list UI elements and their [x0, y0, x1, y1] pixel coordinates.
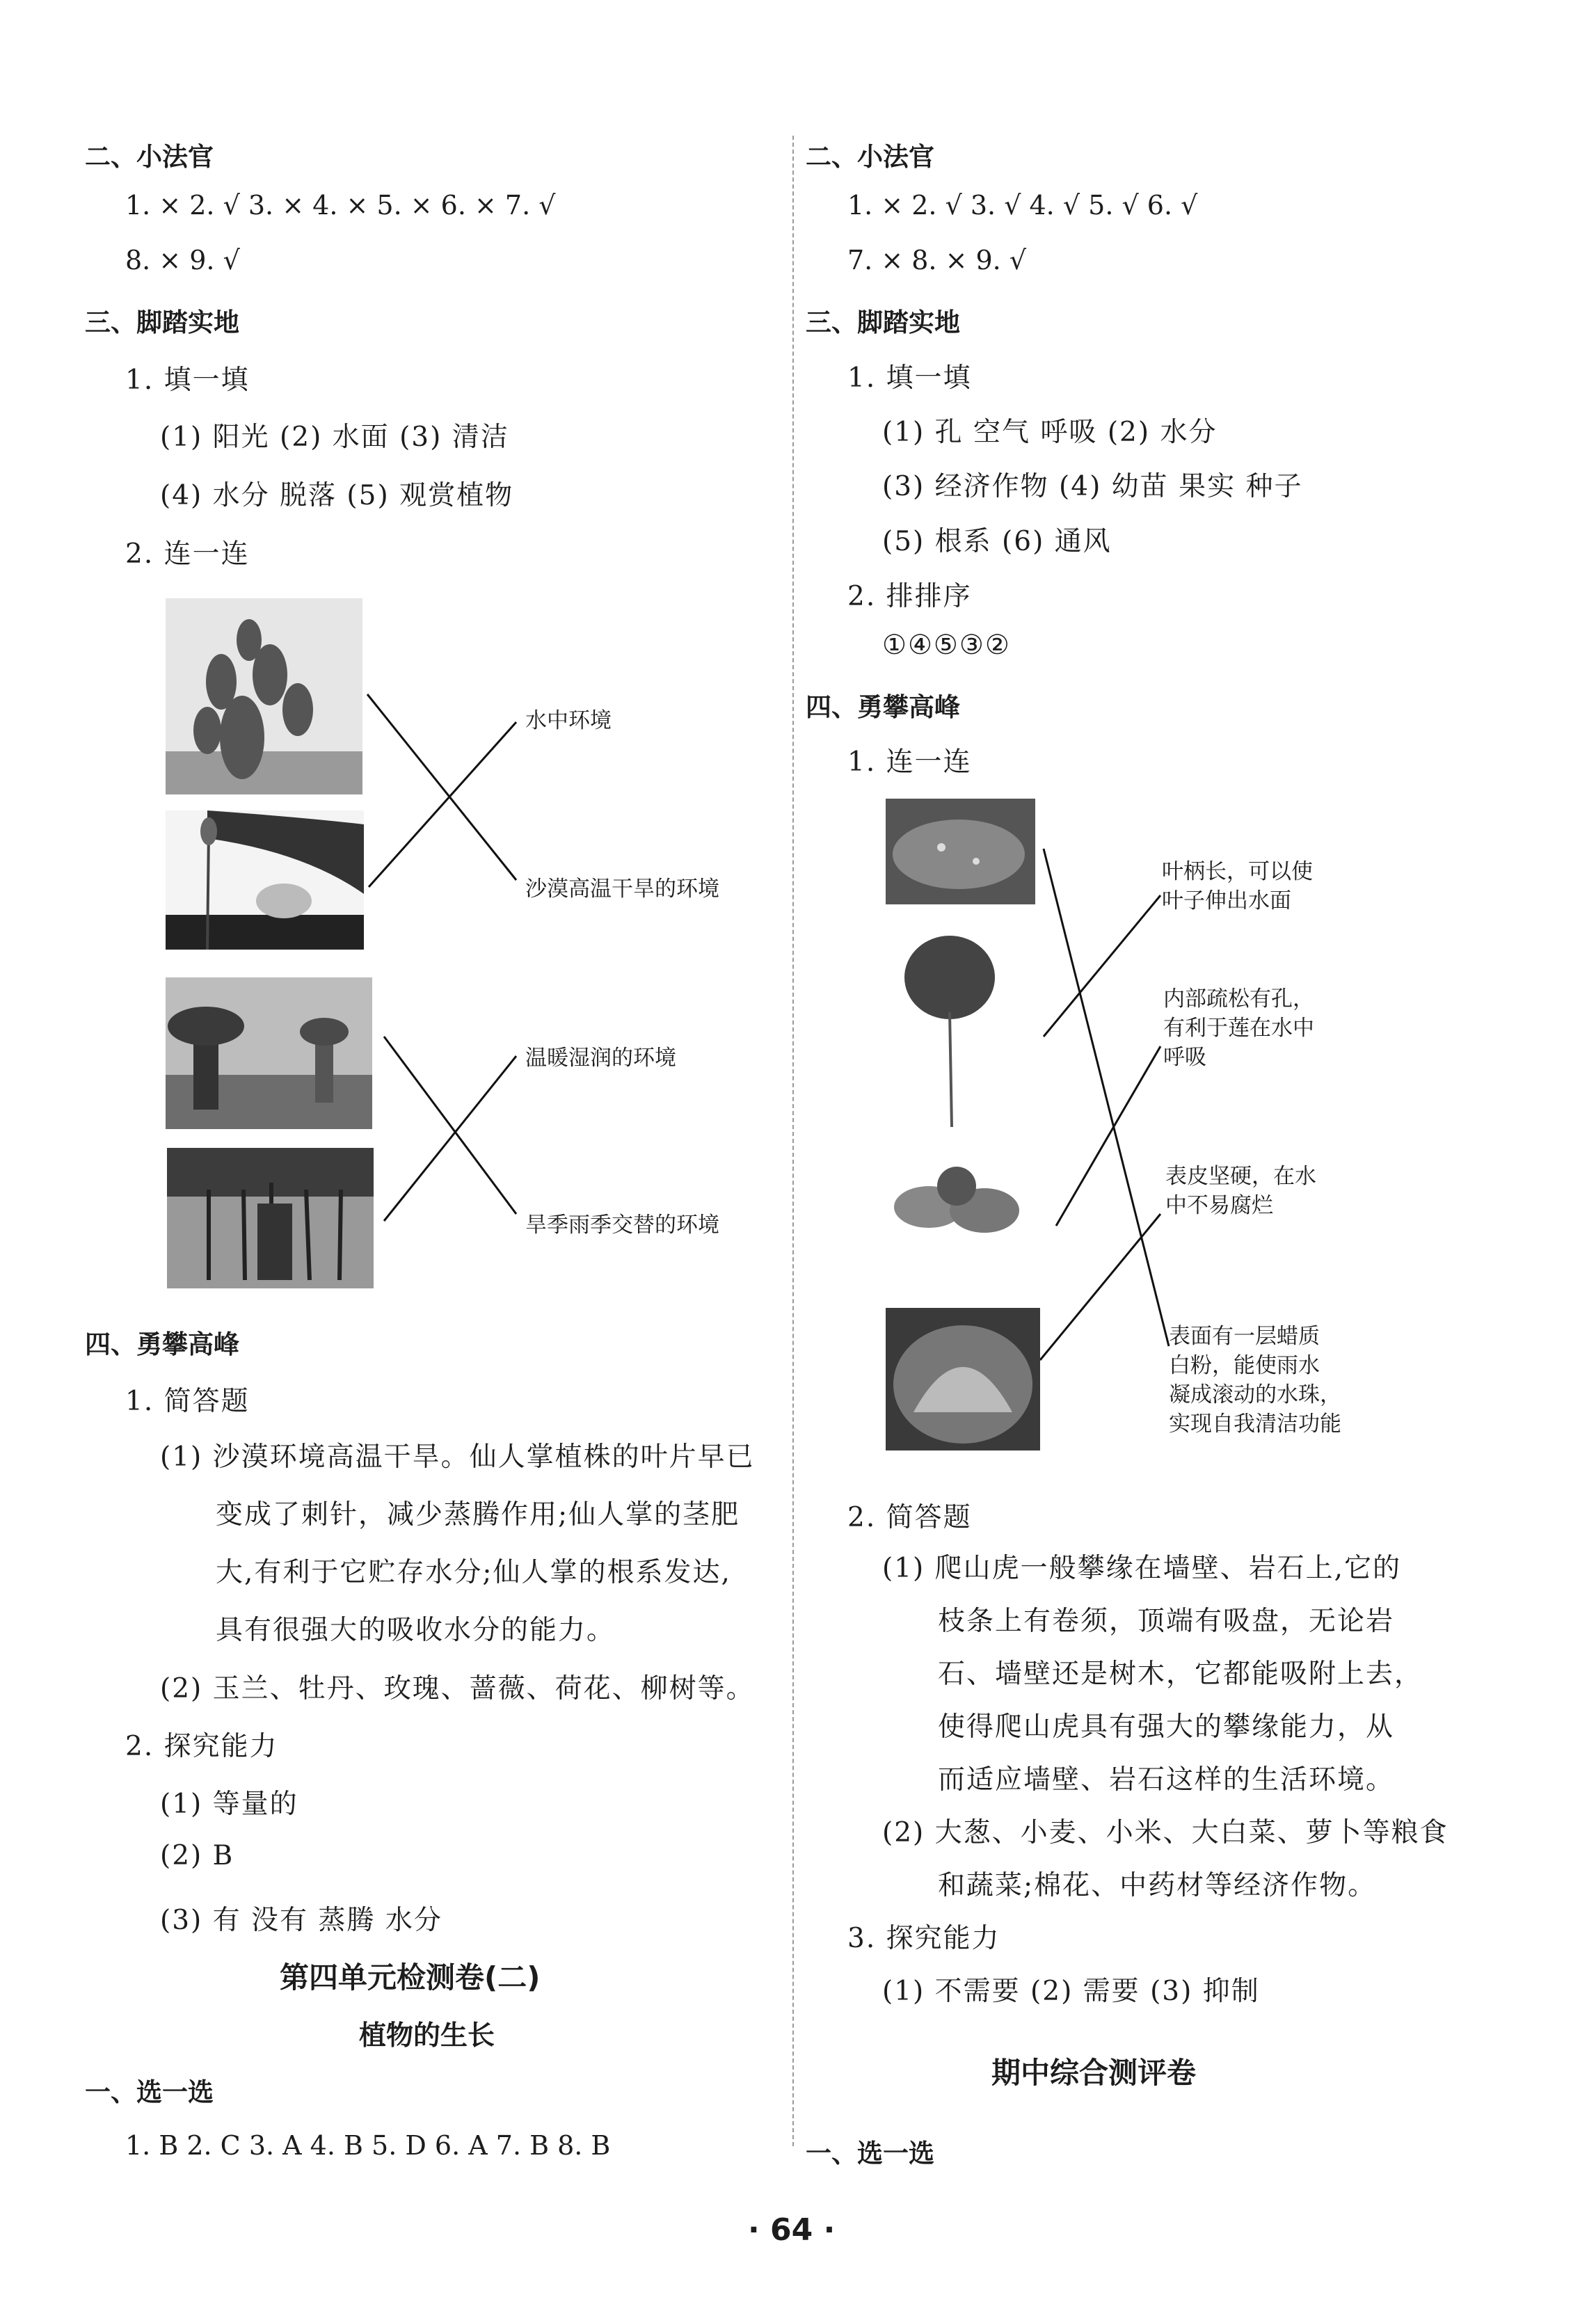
right-s4-q2-a1-l2: 枝条上有卷须，顶端有吸盘，无论岩: [938, 1606, 1395, 1637]
right-match-label-4-line-4: 实现自我清洁功能: [1169, 1412, 1341, 1437]
right-match-label-1-line-2: 叶子伸出水面: [1162, 888, 1291, 913]
left-s4-q2-title: 2. 探究能力: [125, 1731, 278, 1762]
lotus-leaf-photo: [886, 799, 1035, 904]
right-match-label-4-line-2: 白粉，能使雨水: [1169, 1353, 1320, 1378]
right-s4-q3-a: (1) 不需要 (2) 需要 (3) 抑制: [882, 1976, 1260, 2007]
right-match-label-3-line-2: 中不易腐烂: [1165, 1193, 1273, 1218]
left-s4-q2-a2: (2) B: [160, 1840, 234, 1871]
right-q1-line3: (5) 根系 (6) 通风: [882, 526, 1112, 557]
lotus-wax-photo: [886, 1308, 1040, 1450]
left-sec1-row: 1. B 2. C 3. A 4. B 5. D 6. A 7. B 8. B: [125, 2130, 611, 2161]
right-sec1-title: 一、选一选: [806, 2139, 934, 2168]
right-match-label-1-line-1: 叶柄长，可以使: [1162, 859, 1313, 884]
column-divider: [792, 136, 794, 2146]
unit-title: 第四单元检测卷(二): [280, 1960, 541, 1995]
right-match-label-2-line-2: 有利于莲在水中: [1163, 1016, 1314, 1041]
right-match-label-2-line-3: 呼吸: [1163, 1045, 1206, 1070]
left-s4-q1-a1-l1: (1) 沙漠环境高温干旱。仙人掌植株的叶片早已: [160, 1441, 755, 1473]
right-q1-line2: (3) 经济作物 (4) 幼苗 果实 种子: [882, 471, 1303, 502]
left-s4-q2-a3: (3) 有 没有 蒸腾 水分: [160, 1905, 442, 1936]
right-match-label-2: [1163, 984, 1314, 1072]
exam-title: 期中综合测评卷: [991, 2056, 1197, 2090]
left-sec3-title: 三、脚踏实地: [85, 307, 239, 337]
right-sec3-title: 三、脚踏实地: [806, 307, 960, 337]
left-q2-title: 2. 连一连: [125, 538, 250, 570]
left-match-label-2: 沙漠高温干旱的环境: [525, 877, 719, 902]
left-q1-line2: (4) 水分 脱落 (5) 观赏植物: [160, 480, 514, 511]
right-q2-answer: ①④⑤③②: [882, 630, 1011, 661]
left-match-label-1: 水中环境: [525, 708, 612, 733]
left-sec1-title: 一、选一选: [85, 2077, 214, 2107]
right-match-label-4-line-3: 凝成滚动的水珠，: [1169, 1382, 1341, 1407]
lotus-stem-photo: [897, 929, 998, 1127]
left-s4-q1-a1-l3: 大,有利于它贮存水分;仙人掌的根系发达,: [216, 1557, 731, 1588]
left-sec4-title: 四、勇攀高峰: [85, 1329, 239, 1359]
right-s4-q2-a1-l5: 而适应墙壁、岩石这样的生活环境。: [938, 1764, 1395, 1796]
right-match-label-1: [1162, 857, 1313, 916]
right-q1-title: 1. 填一填: [847, 362, 972, 394]
left-s4-q2-a1: (1) 等量的: [160, 1789, 298, 1820]
left-q1-title: 1. 填一填: [125, 365, 250, 396]
right-sec4-title: 四、勇攀高峰: [806, 692, 960, 722]
right-s4-q3-title: 3. 探究能力: [847, 1923, 1000, 1954]
right-s4-q2-a2-l2: 和蔬菜;棉花、中药材等经济作物。: [938, 1870, 1377, 1901]
left-sec2-title: 二、小法官: [85, 142, 214, 172]
left-s4-q1-title: 1. 简答题: [125, 1386, 250, 1417]
right-match-label-3-line-1: 表皮坚硬，在水: [1165, 1164, 1316, 1189]
left-match-label-3: 温暖湿润的环境: [525, 1046, 676, 1071]
left-s4-q1-a1-l4: 具有很强大的吸收水分的能力。: [216, 1615, 616, 1646]
left-s4-q1-a2: (2) 玉兰、牡丹、玫瑰、蔷薇、荷花、柳树等。: [160, 1673, 755, 1704]
page-number: · 64 ·: [748, 2212, 836, 2248]
right-s4-q2-a1-l1: (1) 爬山虎一般攀缘在墙壁、岩石上,它的: [882, 1553, 1402, 1584]
right-q2-title: 2. 排排序: [847, 581, 972, 612]
right-match-label-2-line-1: 内部疏松有孔，: [1163, 986, 1314, 1012]
left-match-label-4: 旱季雨季交替的环境: [525, 1213, 719, 1238]
right-s4-q2-a1-l4: 使得爬山虎具有强大的攀缘能力，从: [938, 1711, 1395, 1743]
unit-subtitle: 植物的生长: [359, 2020, 495, 2052]
right-q1-line1: (1) 孔 空气 呼吸 (2) 水分: [882, 417, 1218, 448]
right-match-label-3: [1165, 1162, 1316, 1220]
right-sec2-title: 二、小法官: [806, 142, 934, 172]
left-sec2-row1: 1. × 2. √ 3. × 4. × 5. × 6. × 7. √: [125, 190, 556, 221]
right-sec2-row2: 7. × 8. × 9. √: [847, 245, 1027, 275]
left-s4-q1-a1-l2: 变成了刺针，减少蒸腾作用;仙人掌的茎肥: [216, 1499, 740, 1530]
right-sec2-row1: 1. × 2. √ 3. √ 4. √ 5. √ 6. √: [847, 190, 1198, 221]
right-s4-q1-title: 1. 连一连: [847, 746, 972, 778]
right-match-label-4: [1169, 1322, 1341, 1439]
right-s4-q2-a2-l1: (2) 大葱、小麦、小米、大白菜、萝卜等粮食: [882, 1817, 1449, 1848]
left-sec2-row2: 8. × 9. √: [125, 245, 240, 275]
right-match-label-4-line-1: 表面有一层蜡质: [1169, 1324, 1320, 1349]
right-s4-q2-a1-l3: 石、墙壁还是树木，它都能吸附上去，: [938, 1658, 1423, 1690]
right-s4-q2-title: 2. 简答题: [847, 1502, 972, 1533]
lotus-seedpod-photo: [887, 1158, 1026, 1242]
left-q1-line1: (1) 阳光 (2) 水面 (3) 清洁: [160, 422, 509, 453]
